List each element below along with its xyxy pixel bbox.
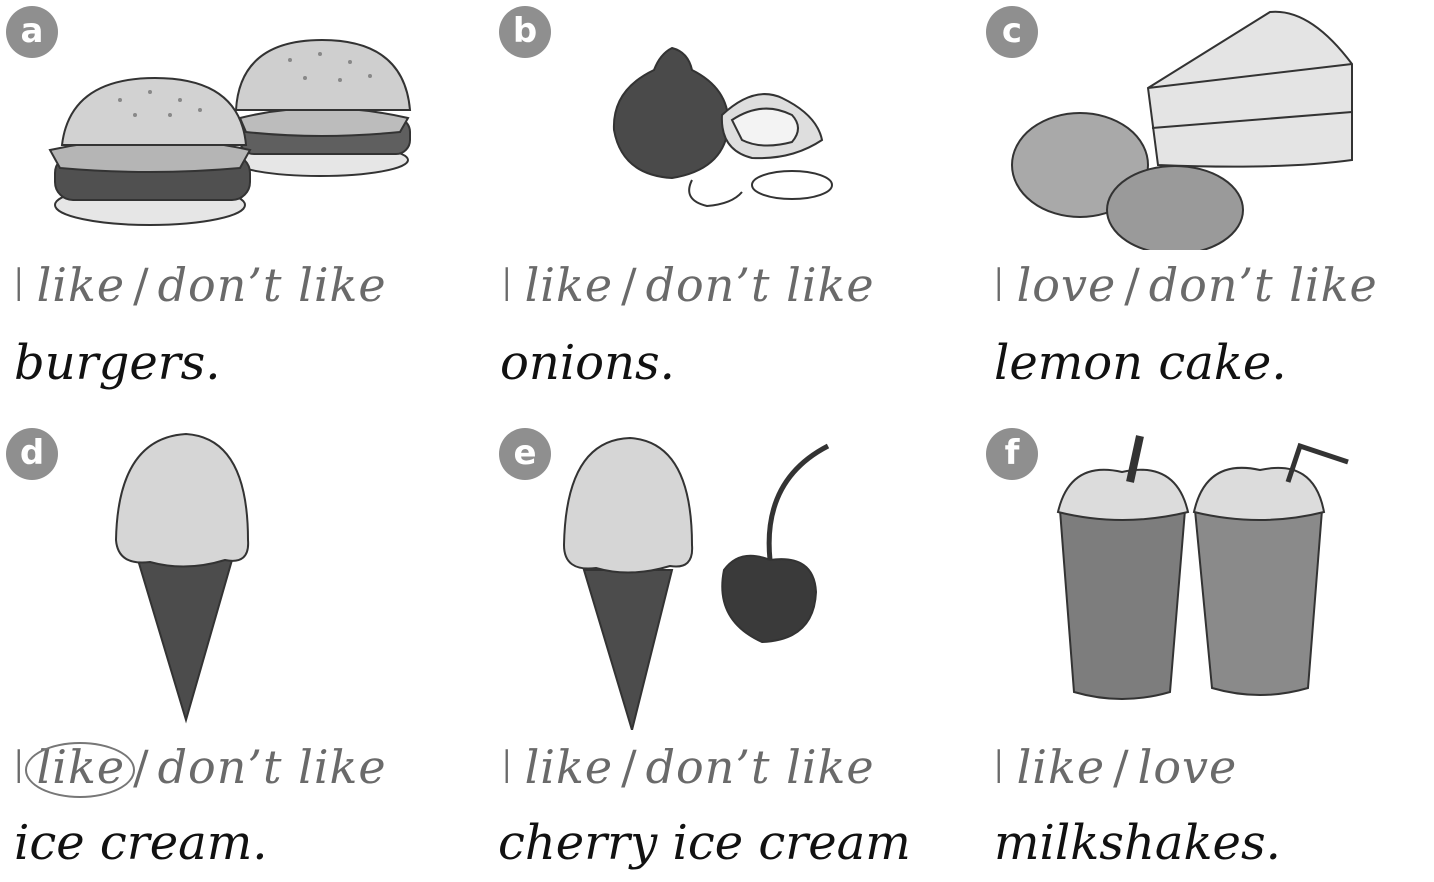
food-f: milkshakes. (994, 815, 1281, 871)
pronoun: I (992, 740, 1007, 794)
food-c: lemon cake. (994, 335, 1287, 391)
pronoun: I (12, 258, 27, 312)
option-1[interactable]: like (524, 740, 614, 794)
option-1[interactable]: love (1016, 258, 1117, 312)
option-1[interactable]: like (524, 258, 614, 312)
sentence-a (12, 258, 387, 312)
option-2[interactable]: don’t like (645, 740, 875, 794)
pronoun: I (12, 740, 27, 794)
food-a: burgers. (14, 335, 221, 391)
food-d: ice cream. (14, 815, 268, 871)
onions-illustration (492, 0, 970, 250)
slash: / (621, 258, 638, 312)
card-a (0, 0, 478, 441)
cherry-ice-cream-illustration (492, 420, 970, 730)
badge-b: b (499, 6, 551, 58)
slash: / (133, 258, 150, 312)
pronoun: I (500, 740, 515, 794)
option-1[interactable]: like (36, 258, 126, 312)
option-2[interactable]: don’t like (645, 258, 875, 312)
option-2[interactable]: don’t like (1148, 258, 1378, 312)
slash: / (1113, 740, 1130, 794)
badge-e: e (499, 428, 551, 480)
lemon-cake-illustration (980, 0, 1434, 250)
burgers-illustration (0, 0, 478, 250)
milkshakes-illustration (980, 420, 1434, 730)
option-2[interactable]: don’t like (157, 740, 387, 794)
pronoun: I (500, 258, 515, 312)
food-e: cherry ice cream (498, 815, 911, 871)
badge-c: c (986, 6, 1038, 58)
sentence-d (12, 740, 387, 794)
option-2[interactable]: don’t like (157, 258, 387, 312)
pronoun: I (992, 258, 1007, 312)
slash: / (621, 740, 638, 794)
badge-d: d (6, 428, 58, 480)
ice-cream-illustration (0, 420, 478, 730)
slash: / (133, 740, 150, 794)
card-f (980, 420, 1434, 871)
option-1[interactable]: like (1016, 740, 1106, 794)
badge-a: a (6, 6, 58, 58)
badge-f: f (986, 428, 1038, 480)
card-d (0, 420, 478, 871)
card-e (492, 420, 970, 871)
food-b: onions. (500, 335, 675, 391)
card-b (492, 0, 970, 441)
sentence-e (500, 740, 875, 794)
sentence-b (500, 258, 875, 312)
sentence-f (992, 740, 1237, 794)
option-2[interactable]: love (1137, 740, 1238, 794)
option-1-circled[interactable]: like (36, 740, 126, 794)
sentence-c (992, 258, 1378, 312)
slash: / (1124, 258, 1141, 312)
card-c (980, 0, 1434, 441)
